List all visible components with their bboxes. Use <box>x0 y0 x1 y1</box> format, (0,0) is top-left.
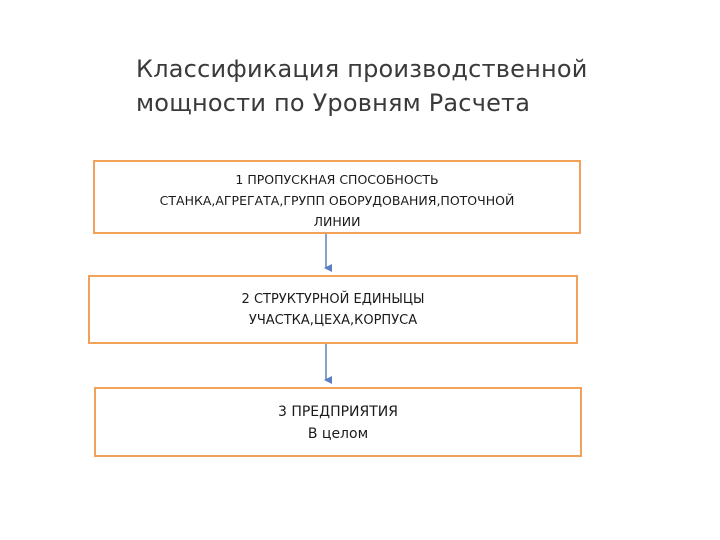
level-1-box <box>93 160 581 234</box>
level-1-detail: СТАНКА,АГРЕГАТА,ГРУПП ОБОРУДОВАНИЯ,ПОТОЧНОЙ <box>159 193 515 208</box>
level-3-box <box>94 387 582 457</box>
level-3-detail: В целом <box>307 426 369 442</box>
level-3-label: 3 ПРЕДПРИЯТИЯ <box>277 404 399 420</box>
level-2-box <box>88 275 578 344</box>
title-line-2: мощности по Уровням Расчета <box>136 89 531 117</box>
page-title <box>136 52 676 120</box>
level-2-detail: УЧАСТКА,ЦЕХА,КОРПУСА <box>248 313 418 328</box>
title-line-1: Классификация производственной <box>136 55 588 83</box>
level-1-label: 1 ПРОПУСКНАЯ СПОСОБНОСТЬ <box>235 172 439 187</box>
level-1-detail-cont: ЛИНИИ <box>313 214 361 229</box>
level-2-label: 2 СТРУКТУРНОЙ ЕДИНЫЦЫ <box>241 292 425 307</box>
